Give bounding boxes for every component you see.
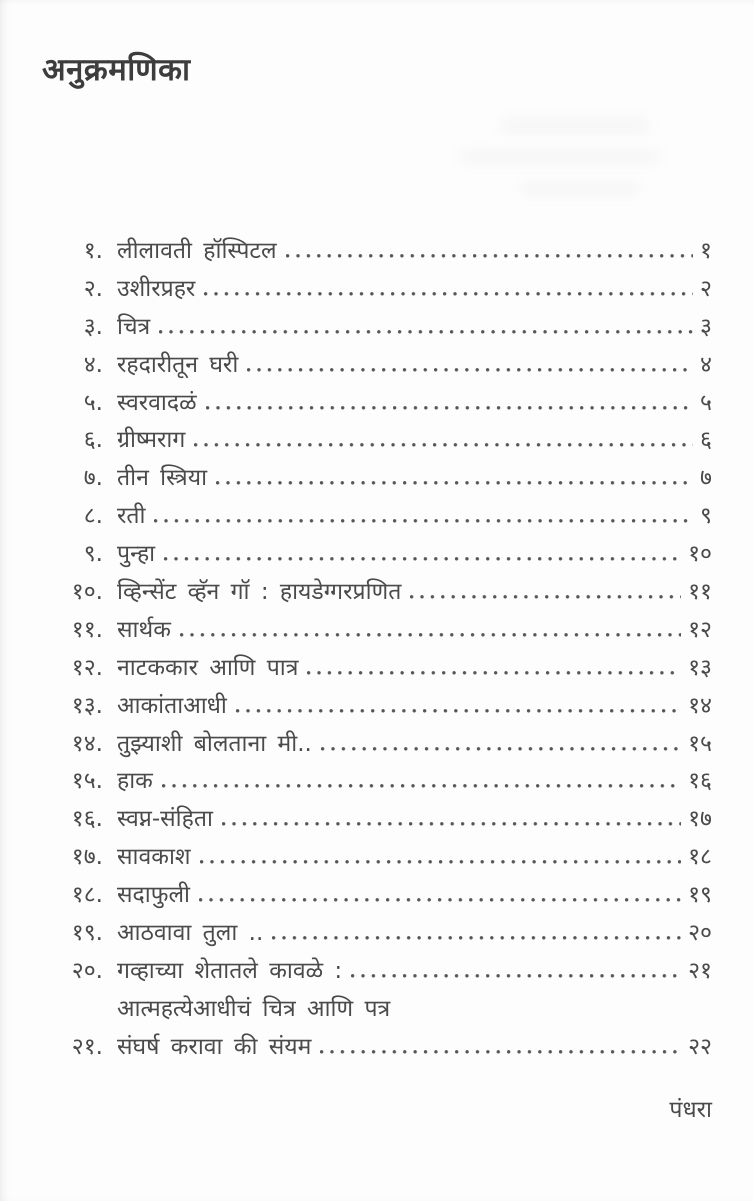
toc-entry-title: उशीरप्रहर: [117, 275, 196, 302]
toc-entry-title: व्हिन्सेंट व्हॅन गॉ : हायडेग्गरप्रणित: [117, 579, 402, 606]
toc-entry-row: [42, 309, 712, 347]
toc-entry: [42, 688, 712, 726]
toc-entry-title: ग्रीष्मराग: [117, 427, 186, 454]
toc-entry-number: १४.: [71, 730, 103, 757]
dot-leader: [162, 784, 681, 788]
toc-entry: [42, 347, 712, 385]
toc-entry-title: संघर्ष करावा की संयम: [117, 1033, 312, 1060]
ink-bleed-through: [460, 150, 660, 164]
toc-entry-number: १३.: [71, 692, 103, 719]
toc-entry-number: १५.: [71, 768, 103, 795]
toc-entry: [42, 801, 712, 839]
toc-entry-number: ५.: [83, 389, 103, 416]
toc-entry-title: लीलावती हॉस्पिटल: [117, 238, 277, 264]
toc-entry-title: नाटककार आणि पात्र: [117, 654, 299, 681]
toc-entry-title: आठवावा तुला ..: [117, 920, 264, 947]
toc-entry-row: [42, 574, 712, 612]
toc-entry-title: सदाफुली: [117, 882, 191, 909]
dot-leader: [272, 936, 681, 940]
toc-entry-number: १०.: [71, 579, 103, 606]
toc-entry-number: ३.: [83, 313, 103, 340]
toc-entry: [42, 877, 712, 915]
toc-entry: [42, 650, 712, 688]
toc-entry-page: १९: [688, 882, 712, 909]
dot-leader: [351, 974, 681, 978]
toc-entry-title: तीन स्त्रिया: [117, 465, 208, 492]
toc-entry-number: ११.: [71, 616, 103, 643]
toc-entry-page: १५: [688, 730, 712, 757]
toc-entry-title: सावकाश: [117, 844, 191, 871]
dot-leader: [200, 860, 682, 864]
toc-entry-page: १३: [688, 654, 712, 681]
toc-entry-title: पुन्हा: [117, 541, 156, 568]
toc-entry-page: १७: [688, 806, 712, 833]
toc-entry-number: १९.: [71, 920, 103, 947]
ink-bleed-through: [520, 182, 640, 196]
dot-leader: [410, 595, 681, 599]
toc-entry-row: [42, 688, 712, 726]
dot-leader: [222, 822, 681, 826]
dot-leader: [307, 671, 681, 675]
toc-entry-row: [42, 422, 712, 460]
dot-leader: [180, 633, 681, 637]
page-title: अनुक्रमणिका: [42, 52, 191, 88]
toc-entry-row: [42, 953, 712, 991]
toc-entry-row: [42, 915, 712, 953]
toc-entry-row: [42, 839, 712, 877]
toc-entry: [42, 422, 712, 460]
toc-entry: [42, 726, 712, 764]
toc-list: [42, 233, 712, 1067]
toc-entry-page: ११: [688, 579, 712, 606]
toc-entry: [42, 536, 712, 574]
dot-leader: [206, 406, 693, 410]
dot-leader: [154, 519, 693, 523]
toc-entry-row: [42, 763, 712, 801]
dot-leader: [199, 898, 681, 902]
toc-entry: [42, 309, 712, 347]
toc-entry-number: १६.: [71, 806, 103, 833]
toc-entry-page: ४: [700, 351, 712, 378]
toc-entry: [42, 763, 712, 801]
toc-entry-row: [42, 347, 712, 385]
toc-entry-page: १४: [688, 692, 712, 719]
toc-entry-number: ९.: [83, 541, 103, 568]
dot-leader: [204, 292, 693, 296]
toc-entry: [42, 574, 712, 612]
toc-entry-row: [42, 498, 712, 536]
toc-entry-number: ७.: [83, 465, 103, 492]
toc-entry-number: १८.: [71, 882, 103, 909]
toc-entry: [42, 233, 712, 271]
toc-entry-title: चित्र: [117, 313, 151, 340]
toc-entry-number: १७.: [71, 844, 103, 871]
toc-entry: [42, 385, 712, 423]
toc-entry-number: २.: [83, 275, 103, 302]
toc-entry: [42, 271, 712, 309]
toc-entry-number: १.: [83, 238, 103, 264]
toc-entry-page: १८: [688, 844, 712, 871]
toc-entry: [42, 839, 712, 877]
toc-entry-number: ६.: [83, 427, 103, 454]
toc-entry-subtitle: आत्महत्येआधीचं चित्र आणि पत्र: [117, 995, 391, 1022]
toc-entry-page: ६: [700, 427, 712, 454]
dot-leader: [247, 368, 693, 372]
ink-bleed-through: [500, 118, 650, 134]
page-number-footer: पंधरा: [669, 1097, 712, 1123]
toc-entry-number: २०.: [71, 957, 103, 984]
toc-entry-page: २१: [688, 957, 712, 984]
toc-entry-title: आकांताआधी: [117, 692, 227, 719]
toc-entry-row: [42, 801, 712, 839]
toc-entry-number: २१.: [71, 1033, 103, 1060]
toc-entry-title: स्वरवादळं: [117, 389, 197, 416]
toc-entry-row: [42, 612, 712, 650]
toc-entry-page: १०: [688, 541, 712, 568]
toc-entry-number: ८.: [83, 503, 103, 530]
dot-leader: [321, 747, 681, 751]
toc-entry-row: [42, 385, 712, 423]
toc-entry-page: २२: [688, 1033, 712, 1060]
toc-entry-number: ४.: [83, 351, 103, 378]
dot-leader: [159, 330, 693, 334]
toc-entry-number: १२.: [71, 654, 103, 681]
toc-entry-row: [42, 877, 712, 915]
toc-entry-row: [42, 650, 712, 688]
toc-entry: [42, 612, 712, 650]
toc-entry: [42, 1029, 712, 1067]
dot-leader: [286, 254, 693, 258]
toc-entry-title: रती: [117, 503, 146, 530]
toc-entry-row: [42, 726, 712, 764]
toc-entry-page: ९: [700, 503, 712, 530]
toc-entry-row: [42, 271, 712, 309]
toc-entry-page: १२: [688, 616, 712, 643]
toc-entry: [42, 498, 712, 536]
toc-entry-row: [42, 460, 712, 498]
dot-leader: [236, 709, 681, 713]
dot-leader: [194, 443, 693, 447]
toc-entry-title: स्वप्न-संहिता: [117, 806, 213, 833]
dot-leader: [320, 1050, 681, 1054]
toc-entry-title: रहदारीतून घरी: [117, 351, 239, 378]
toc-entry-title: तुझ्याशी बोलताना मी..: [117, 730, 312, 757]
toc-entry-title: सार्थक: [117, 616, 171, 643]
toc-entry: [42, 460, 712, 498]
toc-entry-page: ३: [700, 313, 712, 340]
toc-entry-page: २: [700, 275, 712, 302]
toc-entry-page: २०: [688, 920, 712, 947]
toc-entry-page: ७: [700, 465, 712, 492]
toc-entry-page: १: [700, 238, 712, 264]
toc-entry-page: ५: [700, 389, 712, 416]
dot-leader: [216, 481, 693, 485]
toc-entry-title: हाक: [117, 768, 153, 795]
toc-entry-row: [42, 536, 712, 574]
toc-entry-row: [42, 233, 712, 271]
toc-entry-page: १६: [688, 768, 712, 795]
toc-entry: [42, 953, 712, 1029]
dot-leader: [164, 557, 681, 561]
toc-entry-row: [42, 1029, 712, 1067]
toc-entry: [42, 915, 712, 953]
toc-entry-title: गव्हाच्या शेतातले कावळे :: [117, 957, 343, 984]
